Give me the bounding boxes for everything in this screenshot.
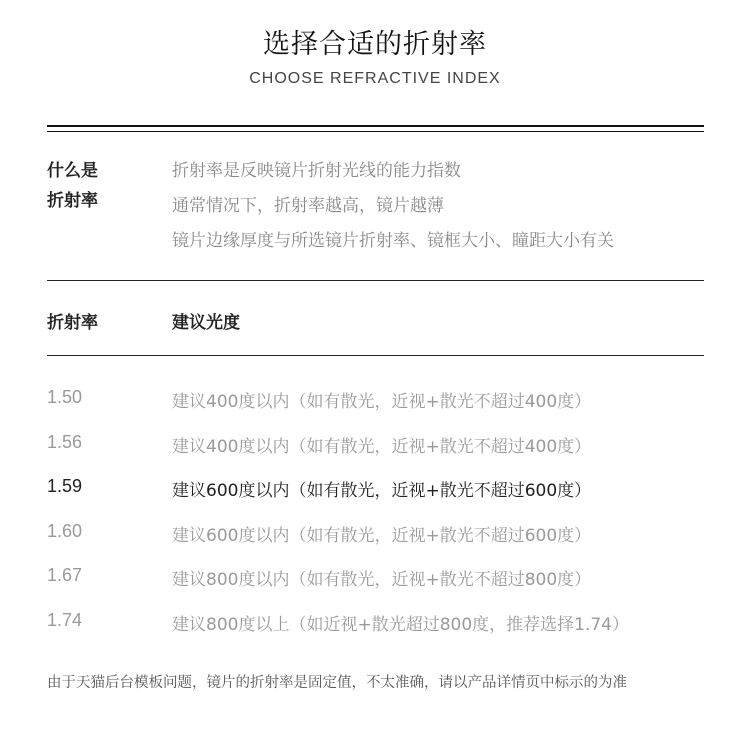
table-row — [47, 610, 707, 640]
refractive-index-value: 1.59 — [47, 476, 83, 497]
table-header-advice: 建议光度 — [172, 313, 240, 333]
definition-line: 通常情况下，折射率越高，镜片越薄 — [172, 196, 444, 216]
footnote: 由于天猫后台模板问题，镜片的折射率是固定值，不太准确，请以产品详情页中标示的为准 — [47, 675, 627, 691]
power-advice: 建议800度以上（如近视+散光超过800度，推荐选择1.74） — [172, 615, 629, 635]
refractive-index-value: 1.60 — [47, 520, 83, 541]
power-advice: 建议600度以内（如有散光，近视+散光不超过600度） — [172, 481, 592, 502]
refractive-index-value: 1.50 — [47, 387, 83, 407]
definition-line: 镜片边缘厚度与所选镜片折射率、镜框大小、瞳距大小有关 — [172, 231, 614, 251]
definition-label-line1: 什么是 — [47, 161, 98, 181]
table-row — [47, 521, 707, 551]
refractive-index-value: 1.67 — [47, 565, 83, 586]
definition-text — [172, 154, 614, 259]
table-row — [47, 565, 707, 595]
table-header-divider — [47, 355, 704, 356]
definition-label-line2: 折射率 — [47, 191, 98, 211]
power-advice: 建议800度以内（如有散光，近视+散光不超过800度） — [172, 570, 592, 591]
page-title: 选择合适的折射率 — [263, 29, 487, 60]
double-rule-thick — [47, 125, 704, 127]
refractive-index-value: 1.74 — [47, 610, 83, 630]
table-row — [47, 432, 707, 462]
page-subtitle: CHOOSE REFRACTIVE INDEX — [249, 70, 501, 87]
power-advice: 建议400度以内（如有散光，近视+散光不超过400度） — [172, 436, 592, 457]
definition-line: 折射率是反映镜片折射光线的能力指数 — [172, 161, 461, 181]
table-row — [47, 476, 707, 506]
table-row — [47, 387, 707, 417]
table-header-index: 折射率 — [47, 313, 98, 333]
definition-label — [47, 156, 98, 216]
refractive-index-value: 1.56 — [47, 431, 83, 452]
double-rule-thin — [47, 131, 704, 132]
section-divider — [47, 280, 704, 281]
power-advice: 建议400度以内（如有散光，近视+散光不超过400度） — [172, 392, 592, 412]
power-advice: 建议600度以内（如有散光，近视+散光不超过600度） — [172, 525, 592, 546]
